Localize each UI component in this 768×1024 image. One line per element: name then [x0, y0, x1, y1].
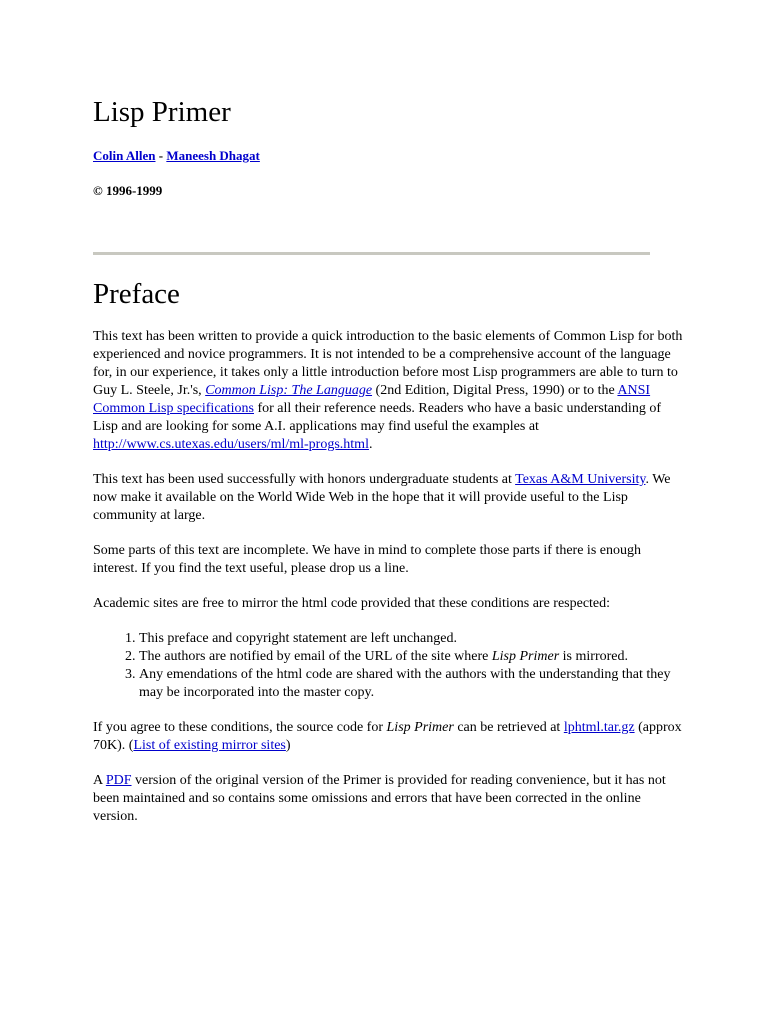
- text-span: (2nd Edition, Digital Press, 1990) or to the: [372, 383, 618, 398]
- link-common-lisp-the-language[interactable]: [205, 383, 372, 398]
- horizontal-rule: [93, 252, 650, 255]
- preface-heading: Preface: [93, 278, 180, 310]
- paragraph-usage: [93, 471, 683, 525]
- book-title: Common Lisp: The Language: [205, 383, 373, 398]
- text-span: This text has been written to provide a quick introduction to the basic elements of Common Lisp for both experienced and novice programmers. It is not intended to be a comprehensive account of the language for, in our experience, it takes only a little introduction before most Lisp programmers are able to turn to Guy L. Steele, Jr.'s,: [93, 329, 683, 398]
- paragraph-mirror-intro: Academic sites are free to mirror the html code provided that these conditions are respected:: [93, 596, 611, 611]
- conditions-list: [93, 630, 683, 702]
- list-item: 1. This preface and copyright statement are left unchanged.: [139, 630, 683, 648]
- link-pdf[interactable]: PDF: [105, 773, 132, 788]
- text-span: ): [285, 738, 291, 753]
- paragraph-intro: [93, 328, 683, 454]
- text-span: can be retrieved at: [453, 720, 564, 735]
- authors-line: [93, 148, 260, 164]
- paragraph-pdf: [93, 772, 683, 826]
- text-span: is mirrored.: [559, 649, 628, 664]
- author-link-colin-allen[interactable]: Colin Allen: [93, 148, 156, 163]
- text-span: This text has been used successfully with honors undergraduate students at: [93, 472, 516, 487]
- text-span: .: [368, 437, 373, 452]
- link-ml-progs[interactable]: http://www.cs.utexas.edu/users/ml/ml-progs.html: [93, 437, 369, 452]
- paragraph-incomplete: Some parts of this text are incomplete. We have in mind to complete those parts if there is enough interest. If you find the text useful, please drop us a line.: [93, 543, 641, 576]
- page-title: Lisp Primer: [93, 96, 231, 128]
- text-span: A: [93, 773, 106, 788]
- link-texas-am[interactable]: Texas A&M University: [515, 472, 646, 487]
- text-span: for all their reference needs. Readers who have a basic understanding of Lisp and are looking for some A.I. applications may find useful the examples at: [93, 401, 661, 434]
- book-title: Lisp Primer: [386, 720, 454, 735]
- text-span: (approx 70K). (: [93, 720, 682, 753]
- link-mirror-sites[interactable]: List of existing mirror sites: [133, 738, 286, 753]
- text-span: . We now make it available on the World Wide Web in the hope that it will provide useful to the Lisp community at large.: [93, 472, 671, 523]
- preface-body: [93, 328, 683, 843]
- link-ansi-common-lisp[interactable]: ANSI Common Lisp specifications: [93, 383, 651, 416]
- list-item: 3. Any emendations of the html code are shared with the authors with the understanding that they may be incorporated into the master copy.: [139, 666, 683, 702]
- text-span: The authors are notified by email of the URL of the site where: [139, 649, 492, 664]
- author-link-maneesh-dhagat[interactable]: Maneesh Dhagat: [166, 148, 260, 163]
- text-span: version of the original version of the Primer is provided for reading convenience, but it has not been maintained and so contains some omissions and errors that have been corrected in the online version.: [93, 773, 666, 824]
- link-lphtml-tar[interactable]: lphtml.tar.gz: [563, 720, 635, 735]
- author-separator: -: [155, 148, 167, 163]
- book-title: Lisp Primer: [491, 649, 560, 664]
- paragraph-source-code: [93, 719, 683, 755]
- text-span: If you agree to these conditions, the source code for: [93, 720, 387, 735]
- list-item: [139, 648, 683, 666]
- copyright-notice: © 1996-1999: [93, 183, 163, 198]
